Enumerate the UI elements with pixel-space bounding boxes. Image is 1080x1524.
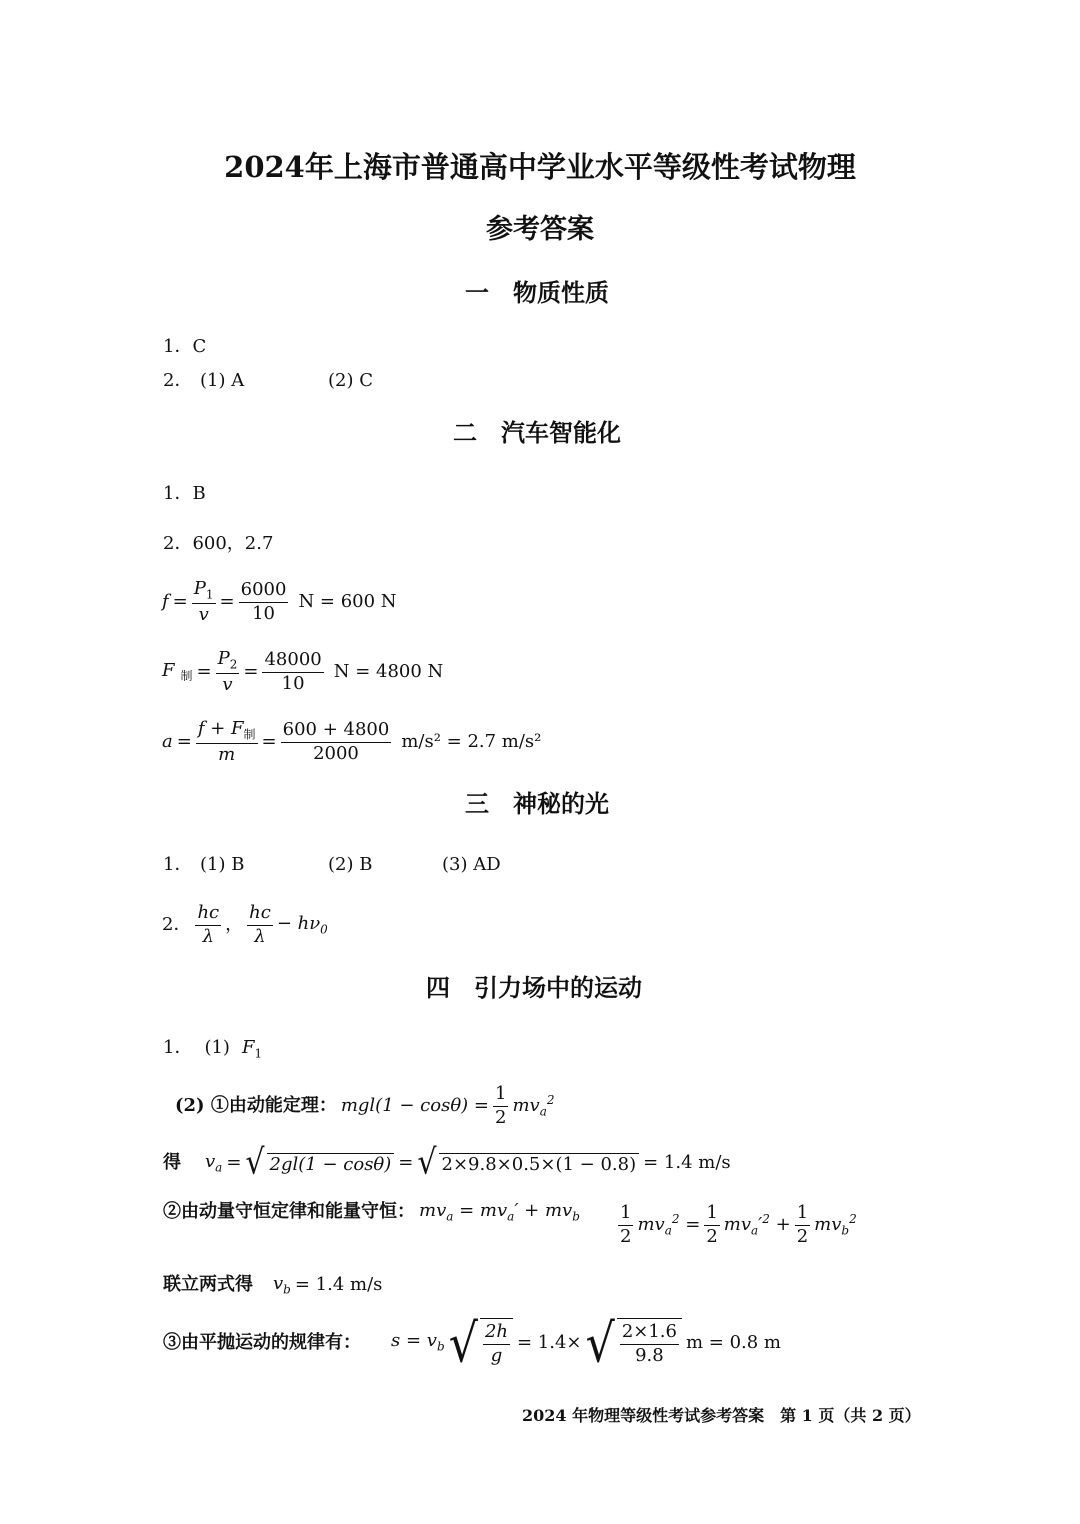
- s4-step3: ③由平抛运动的规律有： $s = v_b$ √ $\frac{2h}{g}$ = 1.4× √ $\frac{2\times 1.6}{9.8}$ m = 0.8 m: [163, 1311, 781, 1374]
- page-subtitle: 参考答案: [486, 214, 594, 245]
- section-2-heading: [453, 418, 621, 447]
- s3-q2-frac2: $\frac{hc}{\lambda}$: [249, 902, 271, 947]
- section-4-title: 引力场中的运动: [474, 973, 642, 1002]
- section-1-heading: [465, 278, 609, 307]
- s3-q1-label: 1．: [163, 854, 193, 875]
- s3-q1-b: (2) B: [328, 854, 373, 875]
- eq2-result: N = 4800 N: [333, 661, 444, 683]
- section-4-heading: [426, 973, 642, 1002]
- s4-q1-part1: 1． (1) $F_1$: [163, 1037, 263, 1061]
- eq3-result: m/s² = 2.7 m/s²: [401, 731, 542, 753]
- s1-q2-b: (2) C: [328, 370, 373, 391]
- s2-q2: 2．600，2.7: [163, 533, 274, 554]
- eq1-lhs: f: [162, 591, 169, 613]
- s4-step2: ②由动量守恒定律和能量守恒： $mv_a = mv_a' + mv_b$: [163, 1200, 580, 1224]
- eq2-frac1: $\frac{P_2}{v}$: [217, 648, 238, 695]
- s2-equation-friction: f = $\frac{P_1}{v}$ = $\frac{6000}{10}$ N = 600 N: [162, 578, 397, 625]
- s2-equation-acceleration: a = $\frac{f + F_制}{m}$ = $\frac{600 + 4800}{2000}$ m/s² = 2.7 m/s²: [162, 718, 542, 765]
- section-2-number: 二: [453, 418, 477, 447]
- eq1-result: N = 600 N: [298, 591, 397, 613]
- section-1-title: 物质性质: [513, 278, 609, 307]
- s4-q1-part2: (2) ①由动能定理： mgl(1 − cosθ) = $\frac{1}{2}$ $mv_a^2$: [175, 1083, 555, 1128]
- s3-q2-frac1: $\frac{hc}{\lambda}$: [197, 902, 220, 947]
- s4-va-result: 得 $v_a$ = √ 2gl(1 − cosθ) = √ 2×9.8×0.5×(1 − 0.8) = 1.4 m/s: [163, 1142, 731, 1183]
- section-3-title: 神秘的光: [513, 789, 609, 818]
- section-4-number: 四: [426, 973, 450, 1002]
- s4-vb-result: 联立两式得 $v_b$ = 1.4 m/s: [163, 1273, 383, 1297]
- s3-q2: 2． $\frac{hc}{\lambda}$ ， $\frac{hc}{\lambda}$ − $h\nu_0$: [162, 902, 328, 947]
- page-footer: 2024 年物理等级性考试参考答案 第 1 页（共 2 页）: [522, 1406, 921, 1425]
- eq3-frac2: $\frac{600 + 4800}{2000}$: [282, 719, 390, 764]
- s2-equation-brake-force: F $_制$ = $\frac{P_2}{v}$ = $\frac{48000}{10}$ N = 4800 N: [162, 648, 444, 695]
- section-3-heading: [465, 789, 609, 818]
- s4-step2-energy: $\frac{1}{2}$ $mv_a^2$ = $\frac{1}{2}$ $mv_a'^2$ + $\frac{1}{2}$ $mv_b^2$: [620, 1202, 857, 1247]
- page-title: 2024年上海市普通高中学业水平等级性考试物理: [224, 150, 856, 184]
- s3-q1-a: (1) B: [200, 854, 245, 875]
- eq1-frac1: $\frac{P_1}{v}$: [193, 578, 214, 625]
- eq3-frac1: $\frac{f + F_制}{m}$: [197, 718, 256, 765]
- eq2-frac2: $\frac{48000}{10}$: [264, 649, 322, 694]
- s1-q2-label: 2．: [163, 370, 193, 391]
- s1-q2-a: (1) A: [200, 370, 245, 391]
- section-3-number: 三: [465, 789, 489, 818]
- s3-q1-c: (3) AD: [442, 854, 501, 875]
- s2-q1: 1．B: [163, 483, 206, 504]
- s1-q1: 1．C: [163, 336, 207, 357]
- eq1-frac2: $\frac{6000}{10}$: [240, 579, 287, 624]
- section-2-title: 汽车智能化: [501, 418, 621, 447]
- section-1-number: 一: [465, 278, 489, 307]
